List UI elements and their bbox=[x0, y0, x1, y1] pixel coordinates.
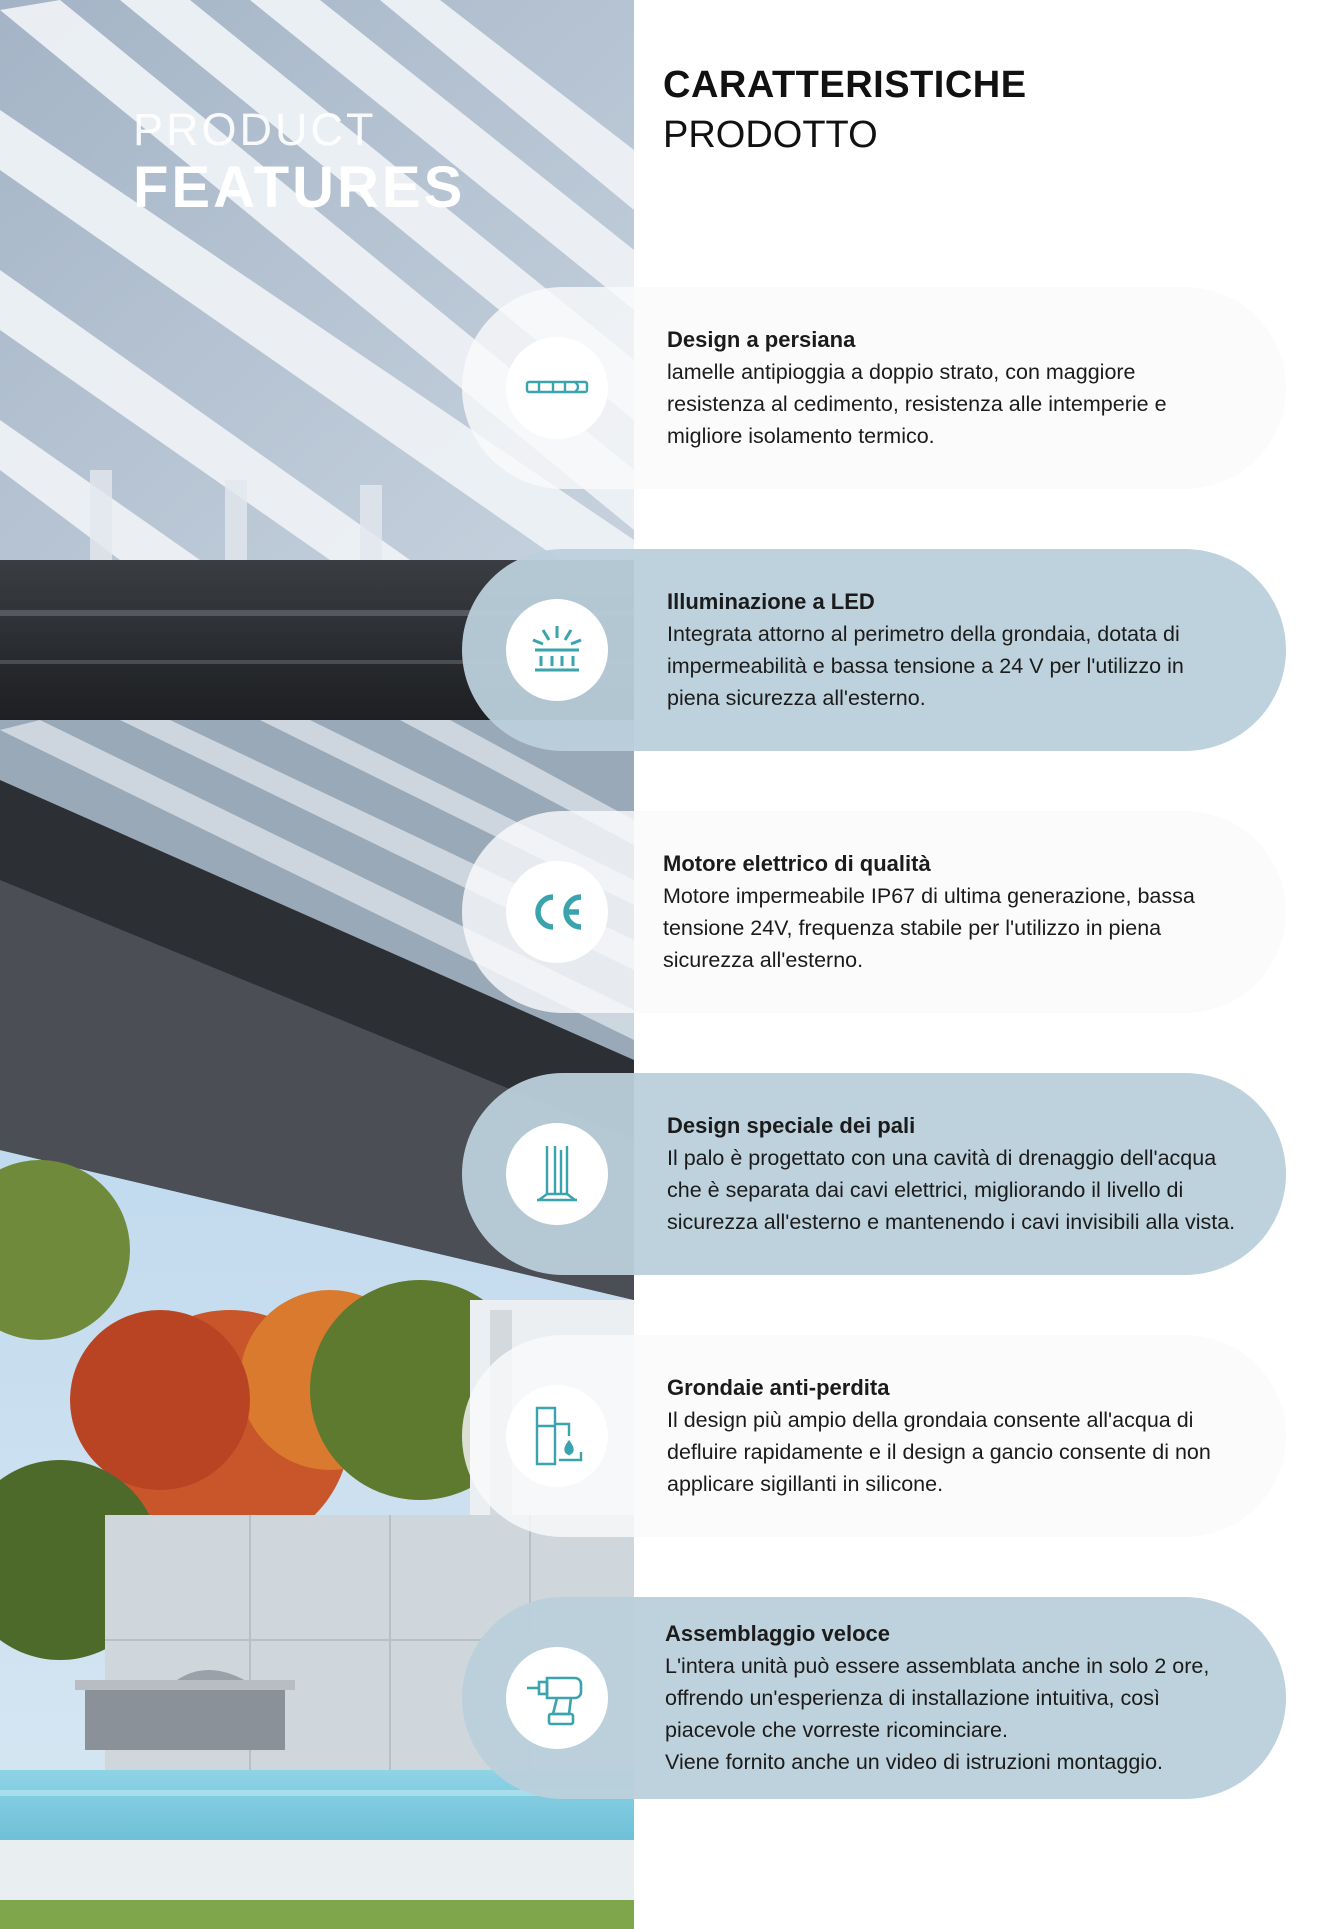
feature-icon-circle bbox=[506, 337, 608, 439]
feature-title: Assemblaggio veloce bbox=[665, 1621, 890, 1646]
heading-line-product: PRODUCT bbox=[133, 104, 377, 155]
feature-icon-circle bbox=[506, 1647, 608, 1749]
post-icon bbox=[525, 1142, 589, 1206]
feature-title: Illuminazione a LED bbox=[667, 589, 875, 614]
feature-icon-circle bbox=[506, 1385, 608, 1487]
feature-description: lamelle antipioggia a doppio strato, con maggiore resistenza al cedimento, resistenza alle intemperie e migliore isolamento termico. bbox=[667, 360, 1167, 448]
feature-card-assembly bbox=[462, 1597, 1286, 1799]
feature-description: L'intera unità può essere assemblata anche in solo 2 ore, offrendo un'esperienza di installazione intuitiva, così piacevole che vorreste ricominciare. Viene fornito anche un video di istruzioni montaggio. bbox=[665, 1654, 1210, 1774]
feature-card-louver bbox=[462, 287, 1286, 489]
feature-card-post bbox=[462, 1073, 1286, 1275]
feature-icon-circle bbox=[506, 861, 608, 963]
feature-title: Grondaie anti-perdita bbox=[667, 1375, 890, 1400]
feature-title: Design speciale dei pali bbox=[667, 1113, 916, 1138]
feature-icon-circle bbox=[506, 1123, 608, 1225]
feature-card-motor bbox=[462, 811, 1286, 1013]
feature-description: Integrata attorno al perimetro della grondaia, dotata di impermeabilità e bassa tensione a 24 V per l'utilizzo in piena sicurezza all'esterno. bbox=[667, 622, 1184, 710]
led-light-icon bbox=[525, 618, 589, 682]
drill-icon bbox=[525, 1666, 589, 1730]
feature-icon-circle bbox=[506, 599, 608, 701]
heading-line-features: FEATURES bbox=[133, 155, 466, 220]
feature-description: Il design più ampio della grondaia consente all'acqua di defluire rapidamente e il design a gancio consente di non applicare sigillanti in silicone. bbox=[667, 1408, 1211, 1496]
feature-card-gutter bbox=[462, 1335, 1286, 1537]
louver-icon bbox=[525, 356, 589, 420]
product-features-heading bbox=[133, 104, 465, 220]
heading-line-caratteristiche: CARATTERISTICHE bbox=[663, 64, 1027, 106]
feature-card-led bbox=[462, 549, 1286, 751]
heading-line-prodotto: PRODOTTO bbox=[663, 114, 878, 156]
feature-title: Motore elettrico di qualità bbox=[663, 851, 931, 876]
ce-mark-icon bbox=[525, 880, 589, 944]
caratteristiche-heading bbox=[663, 60, 1027, 160]
feature-title: Design a persiana bbox=[667, 327, 856, 352]
gutter-drop-icon bbox=[525, 1404, 589, 1468]
feature-description: Il palo è progettato con una cavità di drenaggio dell'acqua che è separata dai cavi elettrici, migliorando il livello di sicurezza all'esterno e mantenendo i cavi invisibili alla vista. bbox=[667, 1146, 1236, 1234]
feature-description: Motore impermeabile IP67 di ultima generazione, bassa tensione 24V, frequenza stabile per l'utilizzo in piena sicurezza all'esterno. bbox=[663, 884, 1195, 972]
